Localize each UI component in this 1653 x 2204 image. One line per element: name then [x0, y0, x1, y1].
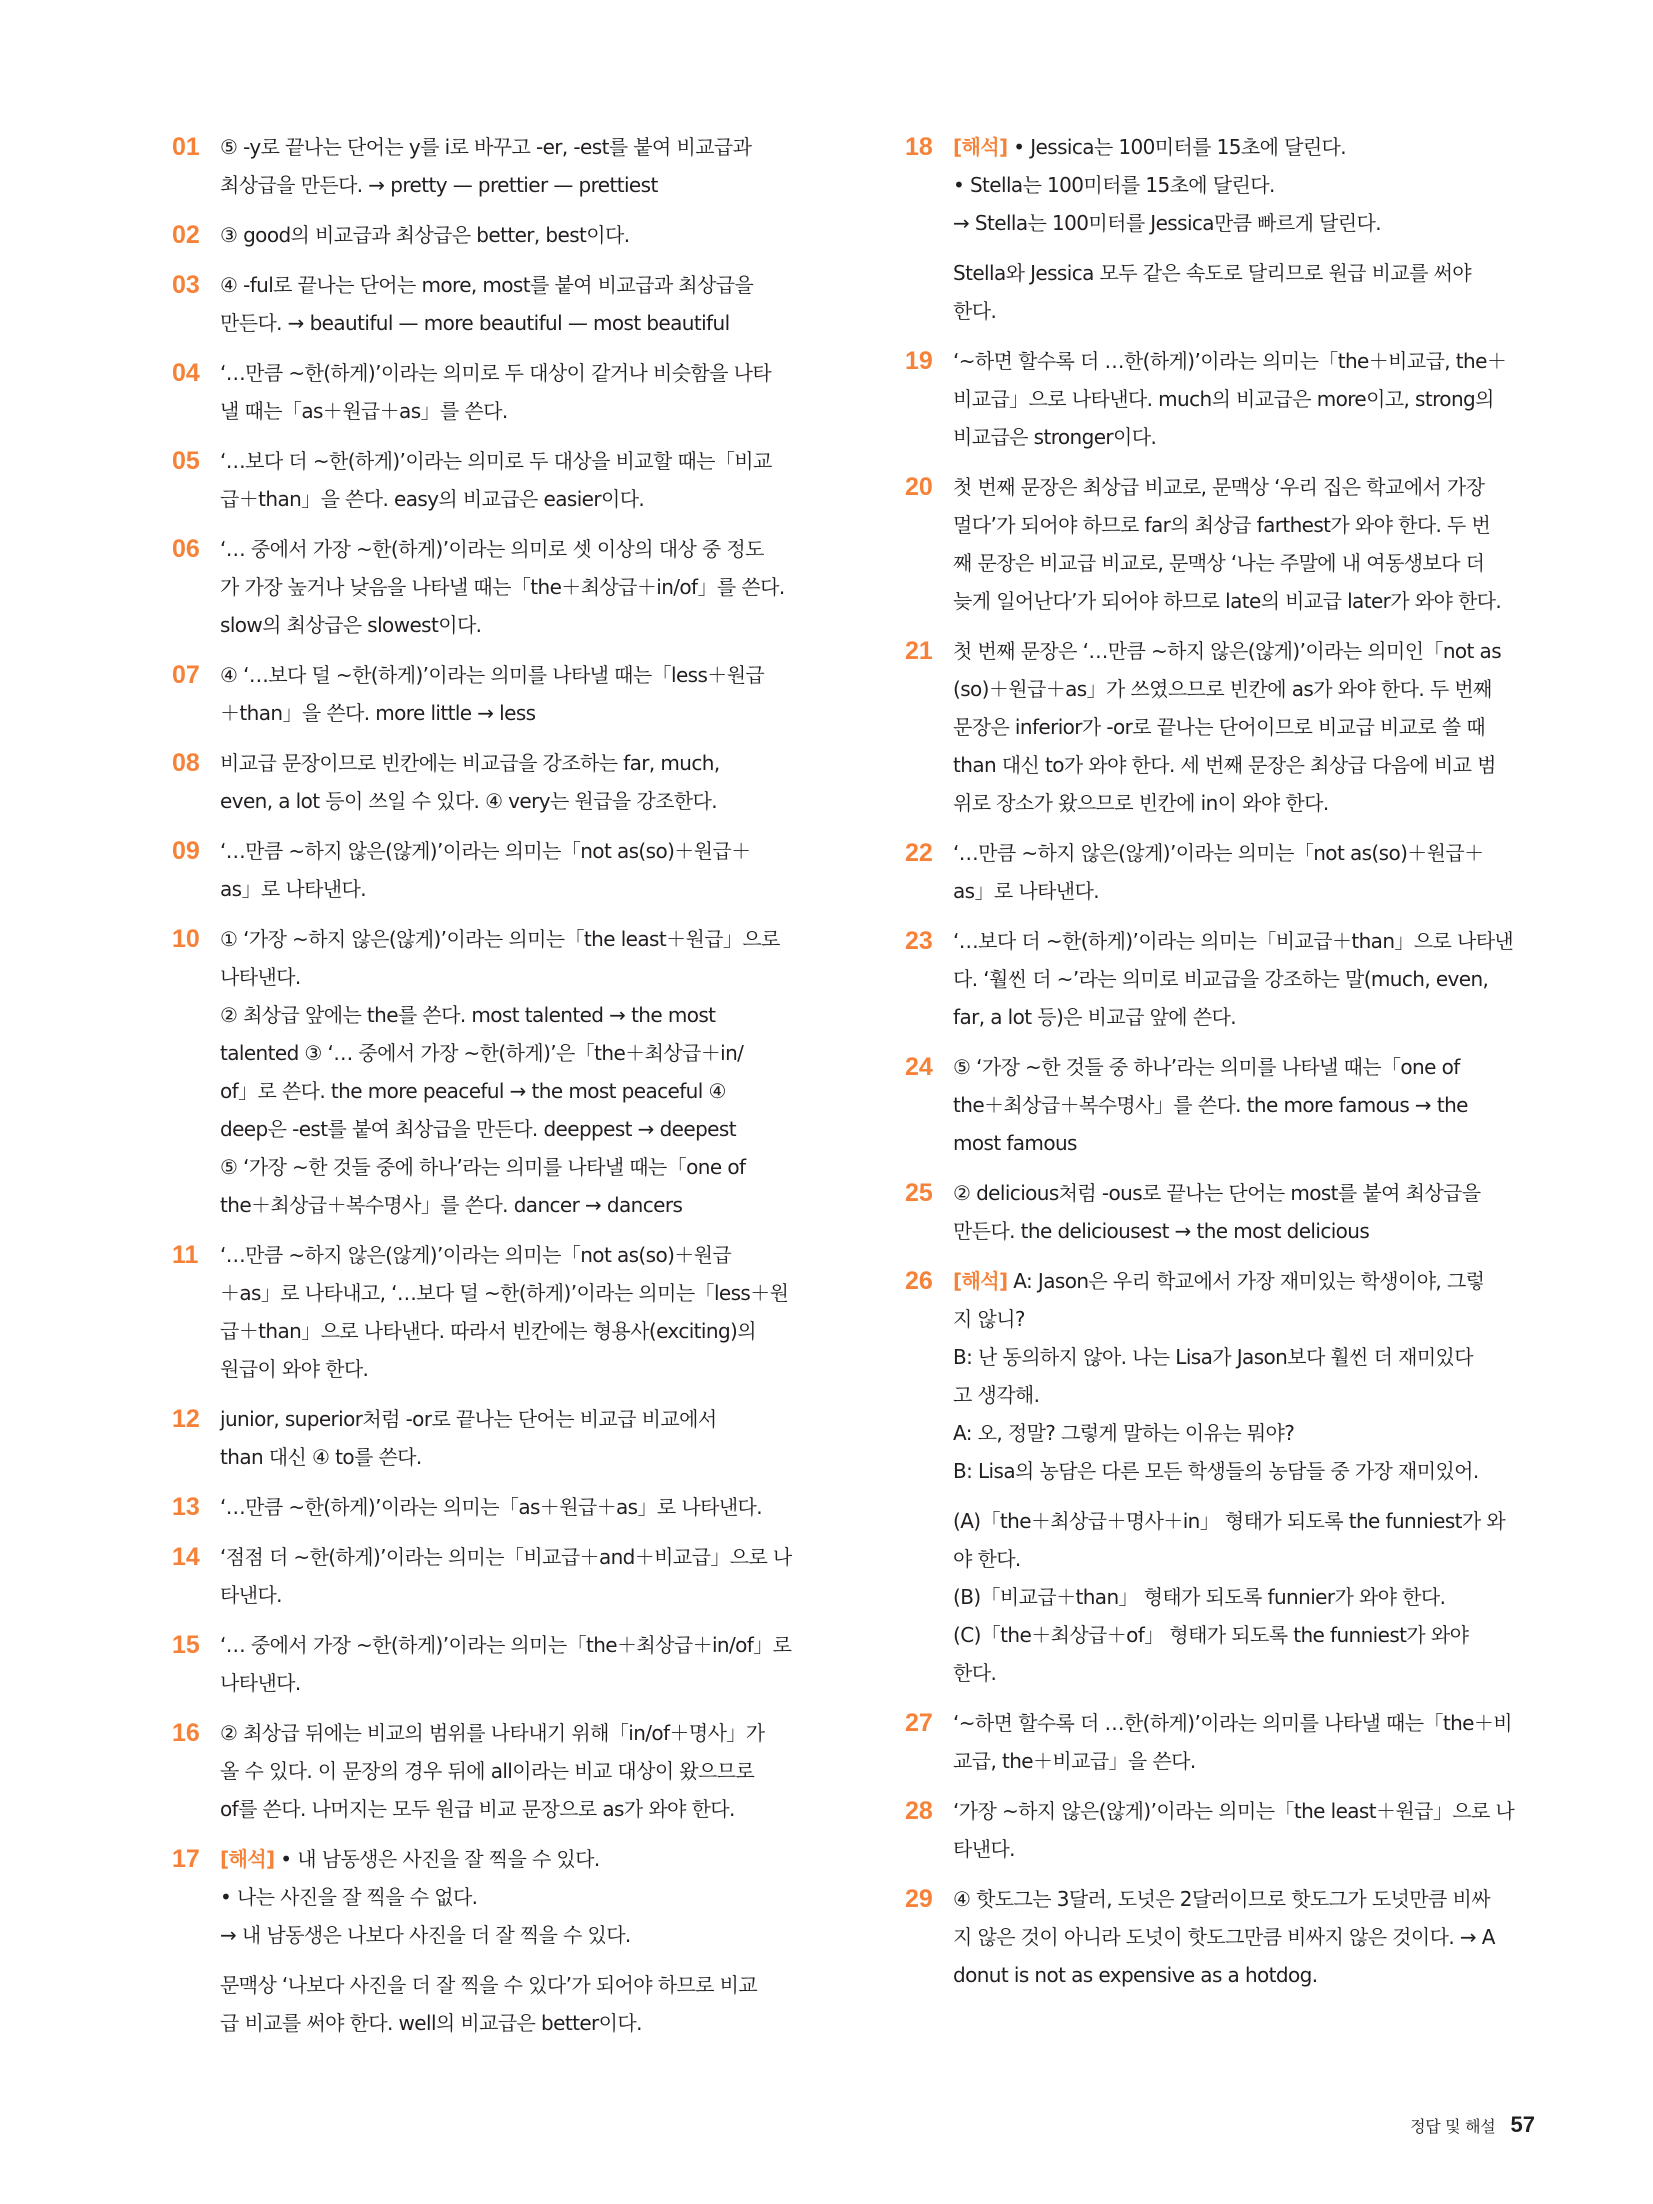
explanation-text: ‘가장 ~하지 않은(않게)’이라는 의미는「the least＋원급」으로 나 — [953, 1799, 1515, 1823]
answer-number: 16 — [172, 1719, 200, 1747]
explanation-line — [953, 544, 1533, 582]
explanation-line — [220, 1626, 800, 1664]
answer-number: 26 — [905, 1267, 933, 1295]
explanation-line — [220, 1186, 800, 1224]
explanation-line — [220, 392, 800, 430]
translation-tag: [해석] — [953, 1269, 1008, 1293]
explanation-text: 타낸다. — [953, 1837, 1015, 1861]
explanation-text: B: 난 동의하지 않아. 나는 Lisa가 Jason보다 훨씬 더 재미있다 — [953, 1345, 1473, 1369]
explanation-text: 가 가장 높거나 낮음을 나타낼 때는「the＋최상급＋in/of」를 쓴다. — [220, 575, 785, 599]
explanation-text: ‘…만큼 ~하지 않은(않게)’이라는 의미는「not as(so)＋원급＋ — [953, 841, 1484, 865]
answer-number: 20 — [905, 473, 933, 501]
answer-item — [172, 832, 800, 908]
explanation-text: 멀다’가 되어야 하므로 far의 최상급 farthest가 와야 한다. 두 번 — [953, 513, 1491, 537]
answer-item — [172, 920, 800, 1224]
explanation-line — [953, 128, 1533, 166]
answer-item — [172, 1840, 800, 2042]
explanation-text: as」로 나타낸다. — [220, 877, 366, 901]
explanation-line — [953, 1742, 1533, 1780]
answer-item — [905, 922, 1533, 1036]
explanation-text: ‘점점 더 ~한(하게)’이라는 의미는「비교급＋and＋비교급」으로 나 — [220, 1545, 792, 1569]
explanation-text: (so)＋원급＋as」가 쓰였으므로 빈칸에 as가 와야 한다. 두 번째 — [953, 677, 1492, 701]
explanation-line — [953, 872, 1533, 910]
right-column — [905, 128, 1533, 2006]
explanation-line — [953, 1830, 1533, 1868]
explanation-text: 지 않은 것이 아니라 도넛이 핫도그만큼 비싸지 않은 것이다. → A — [953, 1925, 1495, 1949]
explanation-line — [220, 1148, 800, 1186]
answer-item — [905, 1704, 1533, 1780]
answer-number: 08 — [172, 749, 200, 777]
explanation-line — [953, 1880, 1533, 1918]
explanation-text: ④ -ful로 끝나는 단어는 more, most를 붙여 비교급과 최상급을 — [220, 273, 754, 297]
explanation-text: 문장은 inferior가 -or로 끝나는 단어이므로 비교급 비교로 쓸 때 — [953, 715, 1486, 739]
explanation-line — [220, 1752, 800, 1790]
explanation-line — [220, 2004, 800, 2042]
answer-number: 27 — [905, 1709, 933, 1737]
explanation-line — [953, 1212, 1533, 1250]
explanation-text: 올 수 있다. 이 문장의 경우 뒤에 all이라는 비교 대상이 왔으므로 — [220, 1759, 755, 1783]
explanation-text: ‘…만큼 ~하지 않은(않게)’이라는 의미는「not as(so)＋원급 — [220, 1243, 732, 1267]
explanation-text: ‘~하면 할수록 더 …한(하게)’이라는 의미는「the＋비교급, the＋ — [953, 349, 1507, 373]
explanation-text: 타낸다. — [220, 1583, 282, 1607]
page-footer — [1410, 2112, 1535, 2138]
explanation-line — [220, 656, 800, 694]
answer-number: 21 — [905, 637, 933, 665]
explanation-line — [953, 1338, 1533, 1376]
explanation-line — [220, 1664, 800, 1702]
explanation-text: ④ 핫도그는 3달러, 도넛은 2달러이므로 핫도그가 도넛만큼 비싸 — [953, 1887, 1490, 1911]
answer-number: 10 — [172, 925, 200, 953]
answer-item — [905, 834, 1533, 910]
answer-number: 13 — [172, 1493, 200, 1521]
explanation-line — [953, 632, 1533, 670]
explanation-line — [220, 1714, 800, 1752]
explanation-text: → 내 남동생은 나보다 사진을 더 잘 찍을 수 있다. — [220, 1923, 631, 1947]
explanation-text: ‘…만큼 ~하지 않은(않게)’이라는 의미는「not as(so)＋원급＋ — [220, 839, 751, 863]
explanation-line — [953, 582, 1533, 620]
explanation-line — [953, 1502, 1533, 1540]
answer-number: 05 — [172, 447, 200, 475]
explanation-line — [953, 204, 1533, 242]
explanation-line — [953, 1048, 1533, 1086]
answer-item — [905, 468, 1533, 620]
answer-item — [172, 216, 800, 254]
answer-number: 24 — [905, 1053, 933, 1081]
explanation-line — [220, 568, 800, 606]
explanation-line — [953, 1704, 1533, 1742]
explanation-line — [953, 1262, 1533, 1300]
explanation-text: 원급이 와야 한다. — [220, 1357, 369, 1381]
explanation-text: donut is not as expensive as a hotdog. — [953, 1963, 1318, 1987]
explanation-text: ‘…보다 더 ~한(하게)’이라는 의미는「비교급＋than」으로 나타낸 — [953, 929, 1514, 953]
answer-number: 28 — [905, 1797, 933, 1825]
explanation-text: 급＋than」을 쓴다. easy의 비교급은 easier이다. — [220, 487, 645, 511]
explanation-line — [220, 1274, 800, 1312]
explanation-text: 한다. — [953, 1661, 997, 1685]
explanation-text: → Stella는 100미터를 Jessica만큼 빠르게 달린다. — [953, 211, 1381, 235]
explanation-text: ② delicious처럼 -ous로 끝나는 단어는 most를 붙여 최상급을 — [953, 1181, 1481, 1205]
answer-number: 25 — [905, 1179, 933, 1207]
explanation-line — [953, 1414, 1533, 1452]
explanation-line — [220, 1312, 800, 1350]
explanation-line — [220, 1236, 800, 1274]
explanation-line — [220, 166, 800, 204]
explanation-text: even, a lot 등이 쓰일 수 있다. ④ very는 원급을 강조한다. — [220, 789, 717, 813]
explanation-line — [220, 832, 800, 870]
explanation-text: 만든다. the deliciousest → the most delicious — [953, 1219, 1370, 1243]
answer-item — [172, 656, 800, 732]
explanation-line — [220, 1400, 800, 1438]
explanation-text: (C)「the＋최상급＋of」 형태가 되도록 the funniest가 와야 — [953, 1623, 1469, 1647]
answer-number: 03 — [172, 271, 200, 299]
explanation-text: 나타낸다. — [220, 965, 301, 989]
explanation-text: of를 쓴다. 나머지는 모두 원급 비교 문장으로 as가 와야 한다. — [220, 1797, 735, 1821]
explanation-text: junior, superior처럼 -or로 끝나는 단어는 비교급 비교에서 — [220, 1407, 717, 1431]
explanation-line — [953, 380, 1533, 418]
explanation-text: ② 최상급 앞에는 the를 쓴다. most talented → the most — [220, 1003, 716, 1027]
answer-number: 14 — [172, 1543, 200, 1571]
answer-item — [905, 632, 1533, 822]
explanation-line — [220, 782, 800, 820]
answer-number: 23 — [905, 927, 933, 955]
explanation-text: 비교급」으로 나타낸다. much의 비교급은 more이고, strong의 — [953, 387, 1494, 411]
answer-item — [905, 1048, 1533, 1162]
explanation-text: ④ ‘…보다 덜 ~한(하게)’이라는 의미를 나타낼 때는「less＋원급 — [220, 663, 765, 687]
explanation-line — [220, 694, 800, 732]
explanation-text: • 내 남동생은 사진을 잘 찍을 수 있다. — [274, 1847, 600, 1871]
explanation-line — [220, 442, 800, 480]
explanation-line — [953, 1578, 1533, 1616]
explanation-text: 늦게 일어난다’가 되어야 하므로 late의 비교급 later가 와야 한다. — [953, 589, 1502, 613]
explanation-line — [953, 998, 1533, 1036]
explanation-text: 교급, the＋비교급」을 쓴다. — [953, 1749, 1196, 1773]
explanation-line — [220, 530, 800, 568]
explanation-text: (A)「the＋최상급＋명사＋in」 형태가 되도록 the funniest가 와 — [953, 1509, 1506, 1533]
explanation-line — [953, 468, 1533, 506]
explanation-line — [953, 1616, 1533, 1654]
explanation-line — [953, 670, 1533, 708]
explanation-line — [953, 746, 1533, 784]
explanation-line — [220, 354, 800, 392]
explanation-line — [953, 254, 1533, 292]
explanation-text: 비교급은 stronger이다. — [953, 425, 1157, 449]
explanation-text: A: 오, 정말? 그렇게 말하는 이유는 뭐야? — [953, 1421, 1295, 1445]
explanation-text: talented ③ ‘… 중에서 가장 ~한(하게)’은「the＋최상급＋in/ — [220, 1041, 744, 1065]
explanation-text: (B)「비교급＋than」 형태가 되도록 funnier가 와야 한다. — [953, 1585, 1446, 1609]
explanation-text: ‘~하면 할수록 더 …한(하게)’이라는 의미를 나타낼 때는「the＋비 — [953, 1711, 1512, 1735]
explanation-line — [953, 292, 1533, 330]
explanation-text: B: Lisa의 농담은 다른 모든 학생들의 농담들 중 가장 재미있어. — [953, 1459, 1479, 1483]
answer-number: 17 — [172, 1845, 200, 1873]
explanation-line — [220, 1538, 800, 1576]
explanation-line — [953, 708, 1533, 746]
left-column — [172, 128, 800, 2054]
answer-item — [172, 266, 800, 342]
explanation-text: ① ‘가장 ~하지 않은(않게)’이라는 의미는「the least＋원급」으로 — [220, 927, 780, 951]
answer-number: 22 — [905, 839, 933, 867]
answer-item — [905, 1792, 1533, 1868]
explanation-text: deep은 -est를 붙여 최상급을 만든다. deeppest → deepest — [220, 1117, 736, 1141]
explanation-line — [220, 996, 800, 1034]
answer-item — [172, 1714, 800, 1828]
explanation-text: 야 한다. — [953, 1547, 1021, 1571]
explanation-text: Stella와 Jessica 모두 같은 속도로 달리므로 원급 비교를 써야 — [953, 261, 1472, 285]
answer-number: 07 — [172, 661, 200, 689]
explanation-line — [220, 1840, 800, 1878]
explanation-line — [953, 418, 1533, 456]
explanation-text: 낼 때는「as＋원급＋as」를 쓴다. — [220, 399, 508, 423]
explanation-line — [953, 1086, 1533, 1124]
explanation-text: 다. ‘훨씬 더 ~’라는 의미로 비교급을 강조하는 말(much, even, — [953, 967, 1489, 991]
answer-item — [172, 1400, 800, 1476]
explanation-line — [220, 606, 800, 644]
explanation-text: ‘…만큼 ~한(하게)’이라는 의미로 두 대상이 같거나 비슷함을 나타 — [220, 361, 772, 385]
explanation-text: • Jessica는 100미터를 15초에 달린다. — [1007, 135, 1347, 159]
explanation-text: ‘…만큼 ~한(하게)’이라는 의미는「as＋원급＋as」로 나타낸다. — [220, 1495, 763, 1519]
answer-number: 01 — [172, 133, 200, 161]
explanation-line — [220, 1790, 800, 1828]
answer-item — [172, 530, 800, 644]
explanation-line — [220, 216, 800, 254]
explanation-text: most famous — [953, 1131, 1077, 1155]
explanation-line — [953, 1792, 1533, 1830]
explanation-text: 고 생각해. — [953, 1383, 1040, 1407]
explanation-line — [953, 1956, 1533, 1994]
explanation-line — [220, 1878, 800, 1916]
explanation-line — [220, 1034, 800, 1072]
explanation-text: than 대신 ④ to를 쓴다. — [220, 1445, 422, 1469]
explanation-line — [220, 1438, 800, 1476]
explanation-text: ‘… 중에서 가장 ~한(하게)’이라는 의미는「the＋최상급＋in/of」로 — [220, 1633, 792, 1657]
answer-number: 19 — [905, 347, 933, 375]
explanation-line — [953, 1654, 1533, 1692]
explanation-line — [220, 1576, 800, 1614]
explanation-text: ＋as」로 나타내고, ‘…보다 덜 ~한(하게)’이라는 의미는「less＋원 — [220, 1281, 789, 1305]
answer-item — [172, 1626, 800, 1702]
explanation-text: 급＋than」으로 나타낸다. 따라서 빈칸에는 형용사(exciting)의 — [220, 1319, 756, 1343]
explanation-line — [220, 304, 800, 342]
explanation-line — [953, 506, 1533, 544]
explanation-text: 문맥상 ‘나보다 사진을 더 잘 찍을 수 있다’가 되어야 하므로 비교 — [220, 1973, 758, 1997]
explanation-text: 지 않니? — [953, 1307, 1025, 1331]
footer-label: 정답 및 해설 — [1410, 2117, 1496, 2136]
explanation-text: 첫 번째 문장은 최상급 비교로, 문맥상 ‘우리 집은 학교에서 가장 — [953, 475, 1485, 499]
explanation-text: 비교급 문장이므로 빈칸에는 비교급을 강조하는 far, much, — [220, 751, 720, 775]
answer-number: 15 — [172, 1631, 200, 1659]
answer-item — [172, 1488, 800, 1526]
explanation-text: slow의 최상급은 slowest이다. — [220, 613, 482, 637]
explanation-line — [220, 1110, 800, 1148]
explanation-line — [220, 128, 800, 166]
answer-item — [172, 354, 800, 430]
answer-item — [905, 342, 1533, 456]
answer-number: 02 — [172, 221, 200, 249]
explanation-line — [953, 922, 1533, 960]
answer-number: 12 — [172, 1405, 200, 1433]
explanation-line — [220, 1966, 800, 2004]
explanation-line — [953, 1376, 1533, 1414]
answer-number: 09 — [172, 837, 200, 865]
explanation-line — [220, 1916, 800, 1954]
answer-item — [905, 1174, 1533, 1250]
translation-tag: [해석] — [953, 135, 1008, 159]
explanation-text: of」로 쓴다. the more peaceful → the most peaceful ④ — [220, 1079, 726, 1103]
explanation-line — [953, 1452, 1533, 1490]
explanation-line — [953, 834, 1533, 872]
explanation-text: as」로 나타낸다. — [953, 879, 1099, 903]
explanation-line — [220, 744, 800, 782]
explanation-text: ‘… 중에서 가장 ~한(하게)’이라는 의미로 셋 이상의 대상 중 정도 — [220, 537, 764, 561]
explanation-text: ＋than」을 쓴다. more little → less — [220, 701, 536, 725]
explanation-text: • Stella는 100미터를 15초에 달린다. — [953, 173, 1275, 197]
answer-number: 29 — [905, 1885, 933, 1913]
explanation-line — [220, 1350, 800, 1388]
explanation-line — [220, 480, 800, 518]
answer-number: 11 — [172, 1241, 199, 1269]
explanation-text: ⑤ -y로 끝나는 단어는 y를 i로 바꾸고 -er, -est를 붙여 비교급과 — [220, 135, 752, 159]
answer-number: 06 — [172, 535, 200, 563]
explanation-text: 위로 장소가 왔으므로 빈칸에 in이 와야 한다. — [953, 791, 1329, 815]
answer-item — [905, 1880, 1533, 1994]
explanation-text: ③ good의 비교급과 최상급은 better, best이다. — [220, 223, 630, 247]
explanation-line — [220, 266, 800, 304]
explanation-text: 급 비교를 써야 한다. well의 비교급은 better이다. — [220, 2011, 642, 2035]
explanation-line — [953, 1300, 1533, 1338]
answer-item — [172, 1538, 800, 1614]
explanation-text: than 대신 to가 와야 한다. 세 번째 문장은 최상급 다음에 비교 범 — [953, 753, 1496, 777]
explanation-text: 한다. — [953, 299, 997, 323]
page-number: 57 — [1510, 2112, 1535, 2137]
explanation-line — [220, 870, 800, 908]
explanation-text: • 나는 사진을 잘 찍을 수 없다. — [220, 1885, 478, 1909]
answer-item — [172, 744, 800, 820]
explanation-line — [220, 920, 800, 958]
explanation-text: ⑤ ‘가장 ~한 것들 중에 하나’라는 의미를 나타낼 때는「one of — [220, 1155, 746, 1179]
explanation-text: 만든다. → beautiful — more beautiful — most beautiful — [220, 311, 730, 335]
answer-item — [172, 128, 800, 204]
answer-item — [905, 128, 1533, 330]
explanation-text: 첫 번째 문장은 ‘…만큼 ~하지 않은(않게)’이라는 의미인「not as — [953, 639, 1502, 663]
explanation-line — [220, 1488, 800, 1526]
explanation-text: far, a lot 등)은 비교급 앞에 쓴다. — [953, 1005, 1236, 1029]
explanation-text: 최상급을 만든다. → pretty — prettier — prettiest — [220, 173, 658, 197]
explanation-text: the＋최상급＋복수명사」를 쓴다. the more famous → the — [953, 1093, 1468, 1117]
answer-number: 04 — [172, 359, 200, 387]
answer-item — [905, 1262, 1533, 1692]
explanation-text: ‘…보다 더 ~한(하게)’이라는 의미로 두 대상을 비교할 때는「비교 — [220, 449, 772, 473]
explanation-line — [953, 1540, 1533, 1578]
explanation-text: ⑤ ‘가장 ~한 것들 중 하나’라는 의미를 나타낼 때는「one of — [953, 1055, 1460, 1079]
explanation-text: A: Jason은 우리 학교에서 가장 재미있는 학생이야, 그렇 — [1007, 1269, 1485, 1293]
explanation-line — [220, 958, 800, 996]
translation-tag: [해석] — [220, 1847, 275, 1871]
answer-number: 18 — [905, 133, 933, 161]
explanation-line — [953, 1174, 1533, 1212]
explanation-text: ② 최상급 뒤에는 비교의 범위를 나타내기 위해「in/of＋명사」가 — [220, 1721, 765, 1745]
answer-item — [172, 1236, 800, 1388]
answer-item — [172, 442, 800, 518]
explanation-line — [953, 342, 1533, 380]
explanation-line — [220, 1072, 800, 1110]
explanation-line — [953, 1124, 1533, 1162]
explanation-line — [953, 1918, 1533, 1956]
explanation-text: 째 문장은 비교급 비교로, 문맥상 ‘나는 주말에 내 여동생보다 더 — [953, 551, 1485, 575]
explanation-text: the＋최상급＋복수명사」를 쓴다. dancer → dancers — [220, 1193, 683, 1217]
explanation-text: 나타낸다. — [220, 1671, 301, 1695]
explanation-line — [953, 960, 1533, 998]
explanation-line — [953, 784, 1533, 822]
explanation-line — [953, 166, 1533, 204]
